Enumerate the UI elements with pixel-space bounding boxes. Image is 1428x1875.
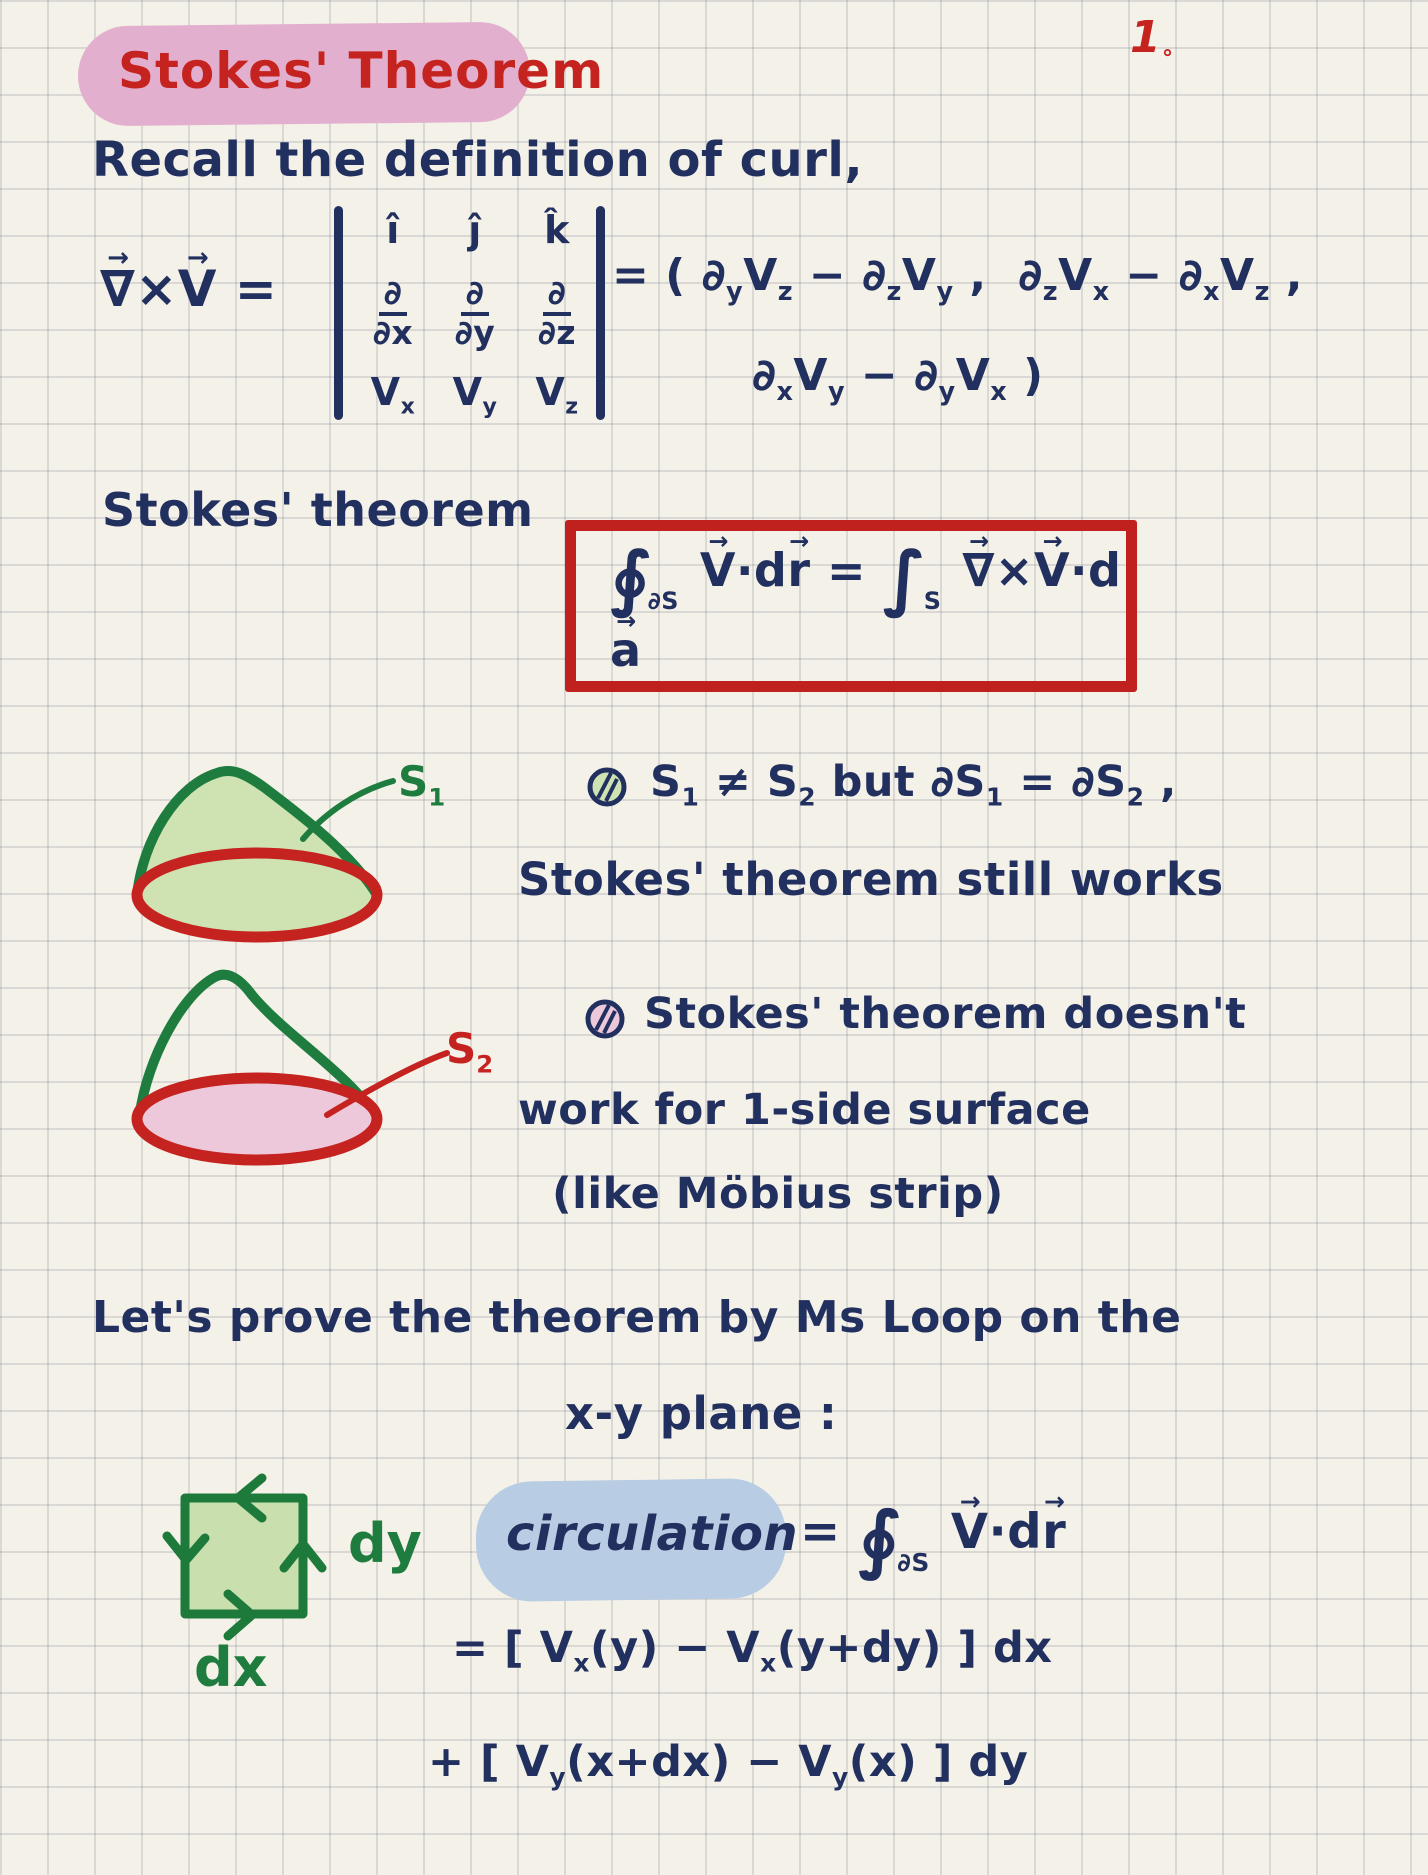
matrix-ddx: $\frac{\partial}{\partial x}$ xyxy=(372,272,414,352)
curl-rhs-line2: $\partial_xV_y - \partial_yV_x$ ) xyxy=(752,350,1044,407)
matrix-k-hat: k̂ xyxy=(544,208,570,253)
point2-line1: Stokes' theorem doesn't xyxy=(644,989,1247,1039)
page-number: 1∘ xyxy=(1130,12,1175,66)
matrix-i-hat: î xyxy=(386,208,400,253)
surface-s1-diagram xyxy=(95,633,515,963)
curl-matrix xyxy=(352,202,598,424)
matrix-vz: $V_z$ xyxy=(535,369,579,420)
surface-s2-diagram xyxy=(95,953,515,1223)
determinant-bar-left xyxy=(334,206,343,420)
point1-line2: Stokes' theorem still works xyxy=(518,853,1224,906)
hatched-circle-icon-green xyxy=(584,764,630,810)
circulation-rhs: = ∮∂SV →·dr → xyxy=(800,1492,1066,1585)
curl-rhs-line1: = ( $\partial_yV_z - \partial_zV_y$ , $\partial_zV_x - \partial_xV_z$ , xyxy=(612,250,1303,307)
stokes-theorem-box xyxy=(565,520,1137,692)
stokes-theorem-label: Stokes' theorem xyxy=(102,483,534,537)
s1-label: $S_1$ xyxy=(398,757,446,812)
curl-lhs: ∇ →×V → = xyxy=(100,258,277,321)
matrix-vy: $V_y$ xyxy=(452,369,498,420)
hatched-circle-icon-pink xyxy=(582,996,628,1042)
intro-text: Recall the definition of curl, xyxy=(92,132,864,188)
matrix-j-hat: ĵ xyxy=(468,208,482,253)
dx-label: dx xyxy=(194,1636,268,1699)
loop-square xyxy=(185,1498,303,1614)
circulation-line2: = [ $V_x(y) - V_x(y+dy)$ ] dx xyxy=(452,1623,1053,1678)
circulation-line3: + [ $V_y(x+dx) - V_y(x)$ ] dy xyxy=(428,1737,1029,1792)
s2-label: $S_2$ xyxy=(446,1024,494,1079)
matrix-ddz: $\frac{\partial}{\partial z}$ xyxy=(537,272,577,352)
prove-line2: x-y plane : xyxy=(565,1387,838,1440)
matrix-vx: $V_x$ xyxy=(370,369,416,420)
circulation-word: circulation xyxy=(506,1506,799,1562)
point2-line3: (like Möbius strip) xyxy=(552,1169,1004,1219)
stokes-theorem-formula: ∮∂SV →·dr → = ∫S∇ →×V →·da → xyxy=(610,533,1126,680)
dy-label: dy xyxy=(348,1512,422,1575)
point1-line1: $S_1 \ne S_2$ but $\partial S_1 = \partial S_2$ , xyxy=(650,757,1177,812)
matrix-ddy: $\frac{\partial}{\partial y}$ xyxy=(454,272,496,352)
page-number-ring: ∘ xyxy=(1160,40,1175,66)
s2-disk-ellipse xyxy=(137,1078,377,1160)
prove-line1: Let's prove the theorem by Ms Loop on the xyxy=(92,1292,1182,1343)
page-title: Stokes' Theorem xyxy=(118,42,605,100)
point2-line2: work for 1-side surface xyxy=(518,1085,1091,1135)
